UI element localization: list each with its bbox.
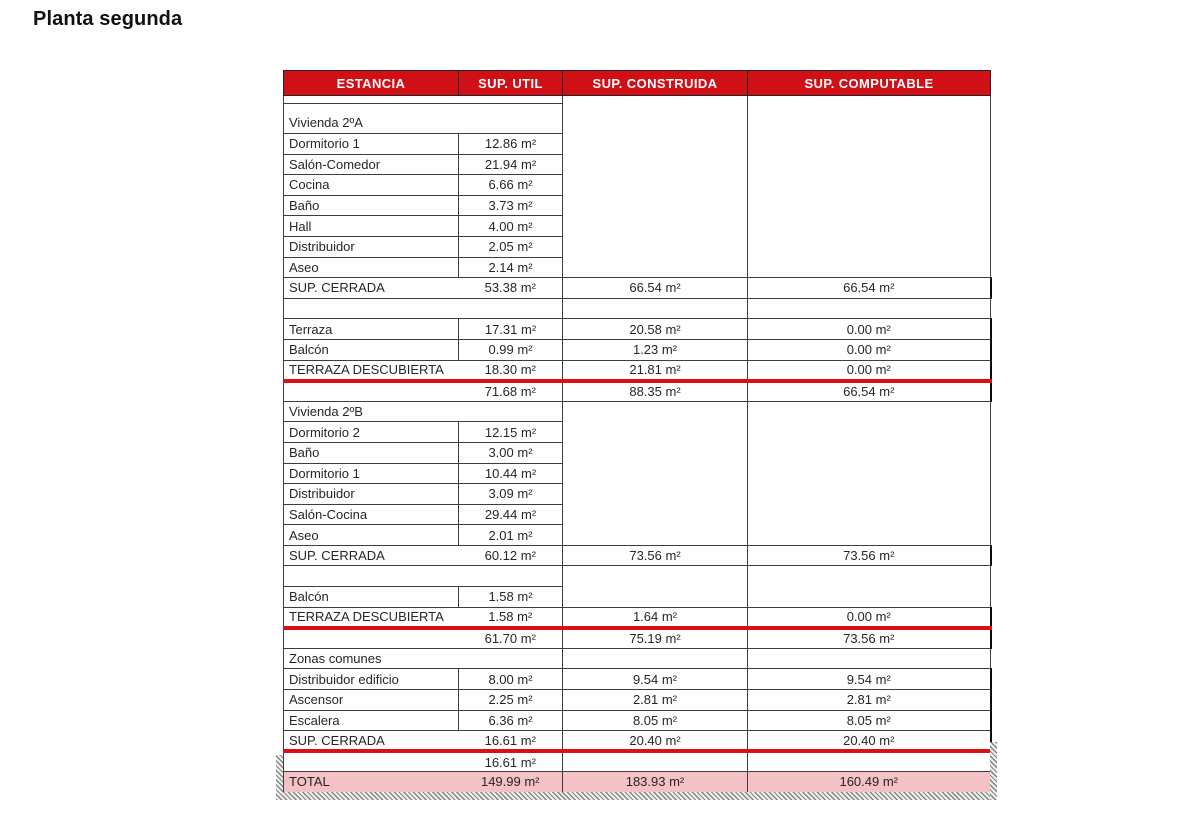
cell-sup-util: 3.00 m² [459,442,563,463]
row-aseo [284,525,991,546]
cell-sup-util: 12.86 m² [459,134,563,155]
row-bano [284,195,991,216]
row-distribuidor [284,236,991,257]
table-shadow-right [990,742,997,800]
cell-sup-construida: 8.05 m² [563,710,748,731]
row-sup-cerrada [284,731,991,752]
cell-sup-computable [748,257,991,278]
cell-sup-construida [563,525,748,546]
area-table [283,70,992,794]
cell-sup-computable: 0.00 m² [748,339,991,360]
cell-sup-util: 71.68 m² [459,381,563,402]
row-gap [284,566,991,587]
row-salon-cocina [284,504,991,525]
cell-sup-construida: 20.58 m² [563,319,748,340]
cell-sup-util: 10.44 m² [459,463,563,484]
cell-sup-util: 61.70 m² [459,628,563,649]
cell-sup-construida [563,463,748,484]
cell-sup-computable [748,751,991,772]
cell-sup-construida [563,484,748,505]
cell-estancia: Distribuidor edificio [284,669,459,690]
cell-sup-util: 16.61 m² [459,731,563,752]
row-vivienda-2-b [284,401,991,422]
cell-sup-computable [748,195,991,216]
cell-sup-util: 3.73 m² [459,195,563,216]
row-dormitorio-2 [284,422,991,443]
cell-sup-util [459,566,563,587]
cell-estancia: Distribuidor [284,236,459,257]
cell-sup-util: 149.99 m² [459,772,563,793]
cell-sup-util [459,104,563,134]
row-distribuidor [284,484,991,505]
cell-sup-computable: 0.00 m² [748,319,991,340]
cell-sup-construida [563,566,748,587]
area-summary-table [283,70,990,794]
cell-estancia: SUP. CERRADA [284,278,459,299]
cell-sup-construida [563,154,748,175]
cell-sup-util: 2.05 m² [459,236,563,257]
header-row [284,71,991,96]
cell-sup-util: 60.12 m² [459,545,563,566]
cell-sup-construida [563,236,748,257]
cell-sup-computable [748,134,991,155]
cell-estancia: Baño [284,442,459,463]
cell-sup-util: 17.31 m² [459,319,563,340]
cell-sup-computable: 160.49 m² [748,772,991,793]
table-shadow-left [276,755,283,800]
cell-sup-construida: 1.23 m² [563,339,748,360]
cell-sup-construida [563,104,748,134]
cell-estancia: Cocina [284,175,459,196]
cell-sup-computable [748,504,991,525]
cell-sup-util: 21.94 m² [459,154,563,175]
cell-sup-util: 2.01 m² [459,525,563,546]
cell-sup-computable [748,525,991,546]
cell-sup-construida [563,134,748,155]
cell-sup-util: 12.15 m² [459,422,563,443]
cell-estancia: SUP. CERRADA [284,731,459,752]
cell-sup-computable [748,484,991,505]
row-distribuidor-edificio [284,669,991,690]
cell-sup-construida [563,504,748,525]
cell-sup-util: 53.38 m² [459,278,563,299]
cell-estancia: TERRAZA DESCUBIERTA [284,360,459,381]
cell-sup-util [459,401,563,422]
cell-sup-computable: 20.40 m² [748,731,991,752]
cell-sup-computable [748,587,991,608]
cell-sup-util: 6.66 m² [459,175,563,196]
row-subtotal [284,751,991,772]
cell-sup-construida [563,96,748,104]
cell-estancia: Balcón [284,587,459,608]
cell-sup-computable [748,96,991,104]
cell-estancia: Vivienda 2ºB [284,401,459,422]
row-total [284,772,991,793]
cell-estancia: TERRAZA DESCUBIERTA [284,607,459,628]
row-dormitorio-1 [284,463,991,484]
row-ascensor [284,690,991,711]
row-sup-cerrada [284,545,991,566]
cell-sup-construida [563,195,748,216]
row-sup-cerrada [284,278,991,299]
cell-estancia: Salón-Comedor [284,154,459,175]
row-subtotal [284,628,991,649]
cell-sup-construida: 73.56 m² [563,545,748,566]
cell-estancia: Escalera [284,710,459,731]
row-terraza [284,319,991,340]
cell-sup-computable: 0.00 m² [748,360,991,381]
cell-sup-computable [748,104,991,134]
cell-sup-construida: 9.54 m² [563,669,748,690]
cell-sup-util: 29.44 m² [459,504,563,525]
cell-sup-computable [748,422,991,443]
cell-sup-computable: 66.54 m² [748,278,991,299]
cell-estancia [284,628,459,649]
cell-estancia: Balcón [284,339,459,360]
row-subtotal [284,381,991,402]
cell-sup-computable: 73.56 m² [748,545,991,566]
cell-sup-construida [563,751,748,772]
cell-sup-util: 1.58 m² [459,607,563,628]
cell-sup-computable: 0.00 m² [748,607,991,628]
cell-sup-construida: 66.54 m² [563,278,748,299]
cell-estancia: Dormitorio 1 [284,463,459,484]
row-vivienda-2-a [284,104,991,134]
cell-estancia: Dormitorio 2 [284,422,459,443]
cell-sup-construida [563,175,748,196]
page-title: Planta segunda [33,8,183,30]
row-dormitorio-1 [284,134,991,155]
cell-estancia [284,298,459,319]
cell-sup-util: 3.09 m² [459,484,563,505]
cell-estancia: Vivienda 2ºA [284,104,459,134]
cell-sup-util: 8.00 m² [459,669,563,690]
cell-sup-construida: 1.64 m² [563,607,748,628]
cell-sup-util [459,96,563,104]
column-header-estancia: ESTANCIA [284,71,459,96]
cell-sup-construida: 2.81 m² [563,690,748,711]
cell-sup-computable: 66.54 m² [748,381,991,402]
cell-sup-util: 0.99 m² [459,339,563,360]
cell-sup-computable [748,236,991,257]
cell-sup-construida [563,648,748,669]
cell-sup-util: 16.61 m² [459,751,563,772]
cell-sup-construida [563,442,748,463]
cell-estancia: Aseo [284,525,459,546]
cell-sup-construida: 88.35 m² [563,381,748,402]
cell-sup-util: 2.14 m² [459,257,563,278]
cell-estancia [284,751,459,772]
row-terraza-descubierta [284,360,991,381]
row-gap [284,298,991,319]
cell-estancia [284,381,459,402]
cell-sup-util: 18.30 m² [459,360,563,381]
cell-estancia: Salón-Cocina [284,504,459,525]
column-header-sup-construida: SUP. CONSTRUIDA [563,71,748,96]
cell-sup-util: 6.36 m² [459,710,563,731]
cell-sup-construida [563,216,748,237]
row-cocina [284,175,991,196]
cell-sup-computable [748,216,991,237]
cell-sup-computable: 8.05 m² [748,710,991,731]
column-header-sup-util: SUP. UTIL [459,71,563,96]
cell-estancia [284,96,459,104]
cell-estancia: Distribuidor [284,484,459,505]
cell-sup-construida [563,257,748,278]
cell-sup-computable [748,298,991,319]
cell-sup-computable [748,401,991,422]
row-aseo [284,257,991,278]
row-balcon [284,587,991,608]
cell-estancia: Zonas comunes [284,648,459,669]
cell-sup-construida: 183.93 m² [563,772,748,793]
cell-sup-construida [563,401,748,422]
cell-sup-construida: 21.81 m² [563,360,748,381]
row-hall [284,216,991,237]
cell-sup-computable [748,648,991,669]
cell-sup-construida [563,422,748,443]
cell-sup-computable [748,154,991,175]
cell-sup-construida [563,298,748,319]
table-body [284,96,991,793]
row-escalera [284,710,991,731]
cell-estancia: Dormitorio 1 [284,134,459,155]
cell-estancia: Ascensor [284,690,459,711]
cell-sup-util: 4.00 m² [459,216,563,237]
row-spacer [284,96,991,104]
row-bano [284,442,991,463]
cell-estancia: Hall [284,216,459,237]
cell-sup-util [459,298,563,319]
cell-sup-construida [563,587,748,608]
cell-estancia: SUP. CERRADA [284,545,459,566]
cell-sup-computable [748,175,991,196]
cell-sup-computable: 73.56 m² [748,628,991,649]
cell-estancia: Terraza [284,319,459,340]
cell-sup-util: 1.58 m² [459,587,563,608]
row-zonas-comunes [284,648,991,669]
column-header-sup-computable: SUP. COMPUTABLE [748,71,991,96]
cell-sup-construida: 20.40 m² [563,731,748,752]
cell-sup-util [459,648,563,669]
cell-sup-computable [748,566,991,587]
table-shadow-bottom [281,792,997,800]
cell-estancia: Baño [284,195,459,216]
cell-sup-computable: 2.81 m² [748,690,991,711]
cell-estancia [284,566,459,587]
cell-sup-computable: 9.54 m² [748,669,991,690]
cell-estancia: TOTAL [284,772,459,793]
cell-sup-computable [748,442,991,463]
cell-estancia: Aseo [284,257,459,278]
cell-sup-computable [748,463,991,484]
row-terraza-descubierta [284,607,991,628]
row-balcon [284,339,991,360]
cell-sup-util: 2.25 m² [459,690,563,711]
cell-sup-construida: 75.19 m² [563,628,748,649]
row-salon-comedor [284,154,991,175]
